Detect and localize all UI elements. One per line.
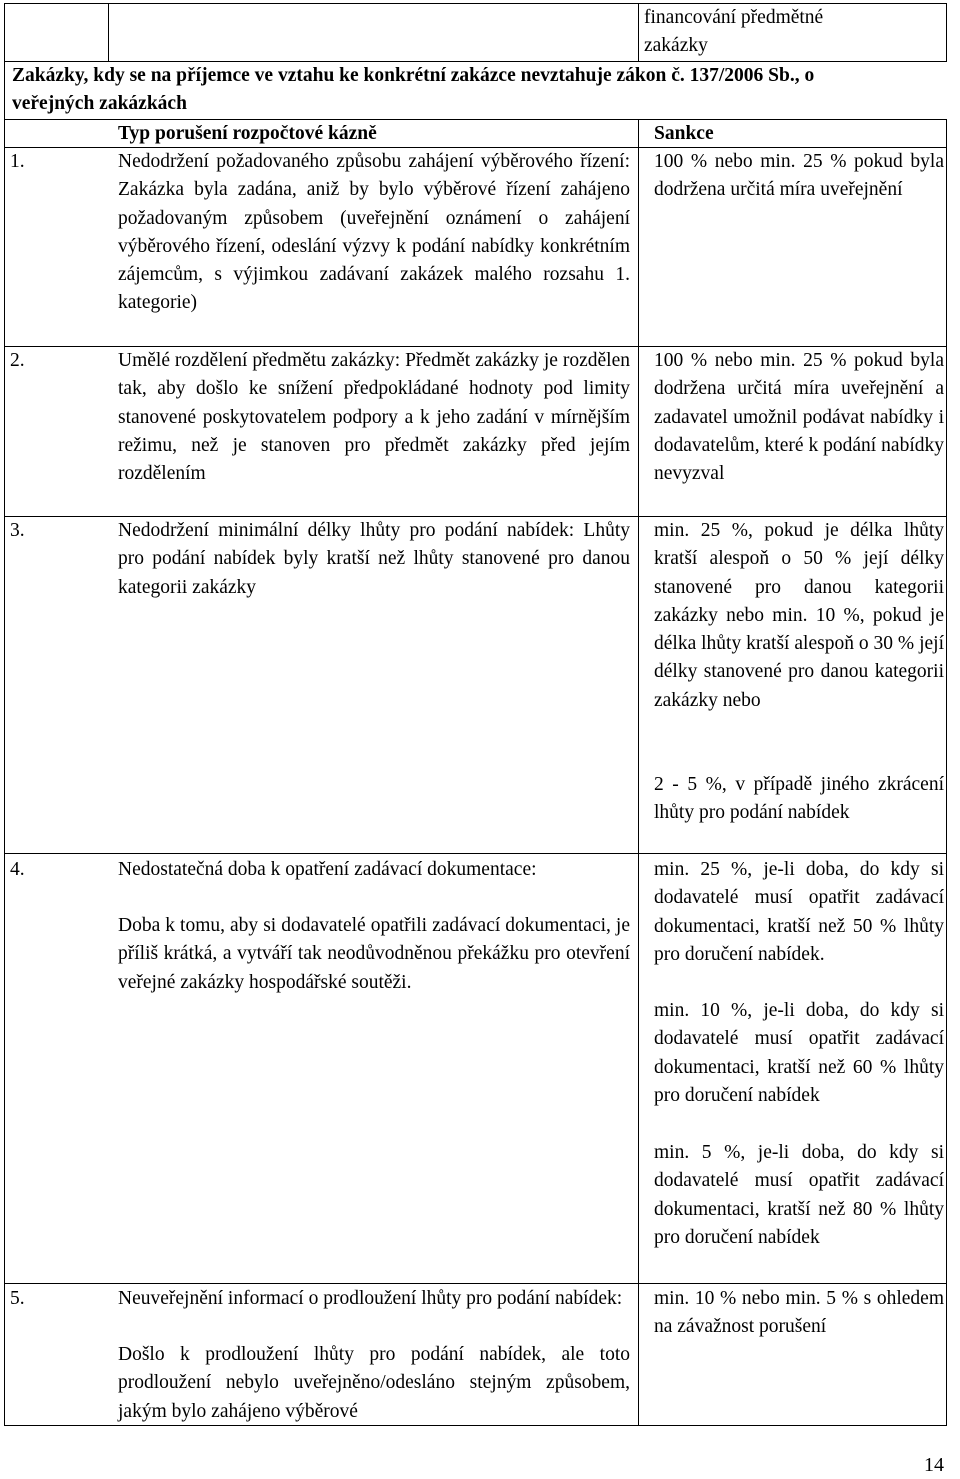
column-header-sanction: Sankce (654, 123, 714, 144)
row-divider-4 (4, 853, 947, 854)
table-right-border-top (946, 3, 947, 61)
row-number: 2. (10, 350, 25, 371)
row-sanction-part: min. 25 %, pokud je délka lhůty kratší alespoň o 50 % její délky stanovené pro danou kategorii zakázky nebo min. 10 %, pokud je délka lhůty kratší alespoň o 30 % její délky stanovené pro danou kategorii zakázky nebo (654, 520, 944, 711)
table-inner-divider-top2 (638, 3, 639, 61)
row-sanction-part: min. 10 %, je-li doba, do kdy si dodavatelé musí opatřit zadávací dokumentaci, kratší než 60 % lhůty pro doručení nabídek (654, 1000, 944, 1106)
section-title: Zakázky, kdy se na příjemce ve vztahu ke konkrétní zakázce nevztahuje zákon č. 137/2006 Sb., o veřejných zakázkách (12, 65, 815, 115)
row-description-part: Doba k tomu, aby si dodavatelé opatřili zadávací dokumentaci, je příliš krátká, a vytváří tak neodůvodněnou překážku pro otevření veřejné zakázky hospodářské soutěži. (118, 915, 630, 993)
row-description-part: Došlo k prodloužení lhůty pro podání nabídek, ale toto prodloužení nebylo uveřejněno/odesláno stejným způsobem, jakým bylo zahájeno výběrové (118, 1344, 630, 1422)
row-description: Nedodržení minimální délky lhůty pro podání nabídek: Lhůty pro podání nabídek byly kratší než lhůty stanovené pro danou kategorii zakázky (118, 520, 630, 598)
table-right-border (946, 119, 947, 1426)
row-sanction: 100 % nebo min. 25 % pokud byla dodržena určitá míra uveřejnění (654, 151, 944, 201)
row-description-part: Neuveřejnění informací o prodloužení lhůty pro podání nabídek: (118, 1288, 623, 1309)
row-sanction-part: min. 5 %, je-li doba, do kdy si dodavatelé musí opatřit zadávací dokumentaci, kratší než 80 % lhůty pro doručení nabídek (654, 1142, 944, 1248)
row-description-part: Nedostatečná doba k opatření zadávací dokumentace: (118, 859, 537, 880)
row-divider-5 (4, 1283, 947, 1284)
row-description: Nedodržení požadovaného způsobu zahájení výběrového řízení: Zakázka byla zadána, aniž by bylo výběrové řízení zahájeno požadovaným způsobem (uveřejnění oznámení o zahájení výběrového řízení, odeslání výzvy k podání nabídky konkrétním zájemcům, s výjimkou zadávaní zakázek malého rozsahu 1. kategorie) (118, 151, 630, 314)
row-number: 4. (10, 859, 25, 880)
row-description: Umělé rozdělení předmětu zakázky: Předmět zakázky je rozdělen tak, aby došlo ke snížení předpokládané hodnoty pod limity stanovené poskytovatelem podpory a k jeho zadání v mírnějším režimu, než je stanoven pro předmět zakázky před jejím rozdělením (118, 350, 630, 485)
column-header-type: Typ porušení rozpočtové kázně (118, 123, 377, 144)
header-continuation: financování předmětné zakázky (644, 7, 824, 57)
row-sanction: min. 10 % nebo min. 5 % s ohledem na závažnost porušení (654, 1288, 944, 1338)
page-number: 14 (924, 1454, 944, 1476)
row-sanction-part: 2 - 5 %, v případě jiného zkrácení lhůty pro podání nabídek (654, 774, 944, 824)
table-inner-divider-top (108, 3, 109, 61)
row-sanction-part: min. 25 %, je-li doba, do kdy si dodavatelé musí opatřit zadávací dokumentaci, kratší než 50 % lhůty pro doručení nabídek. (654, 859, 944, 965)
row-number: 1. (10, 151, 25, 172)
row-number: 5. (10, 1288, 25, 1309)
row-number: 3. (10, 520, 25, 541)
row-sanction: 100 % nebo min. 25 % pokud byla dodržena určitá míra uveřejnění a zadavatel umožnil podávat nabídky i dodavatelům, které k podání nabídky nevyzval (654, 350, 944, 485)
table-left-border (4, 3, 5, 1426)
table-column-divider (638, 119, 639, 1426)
